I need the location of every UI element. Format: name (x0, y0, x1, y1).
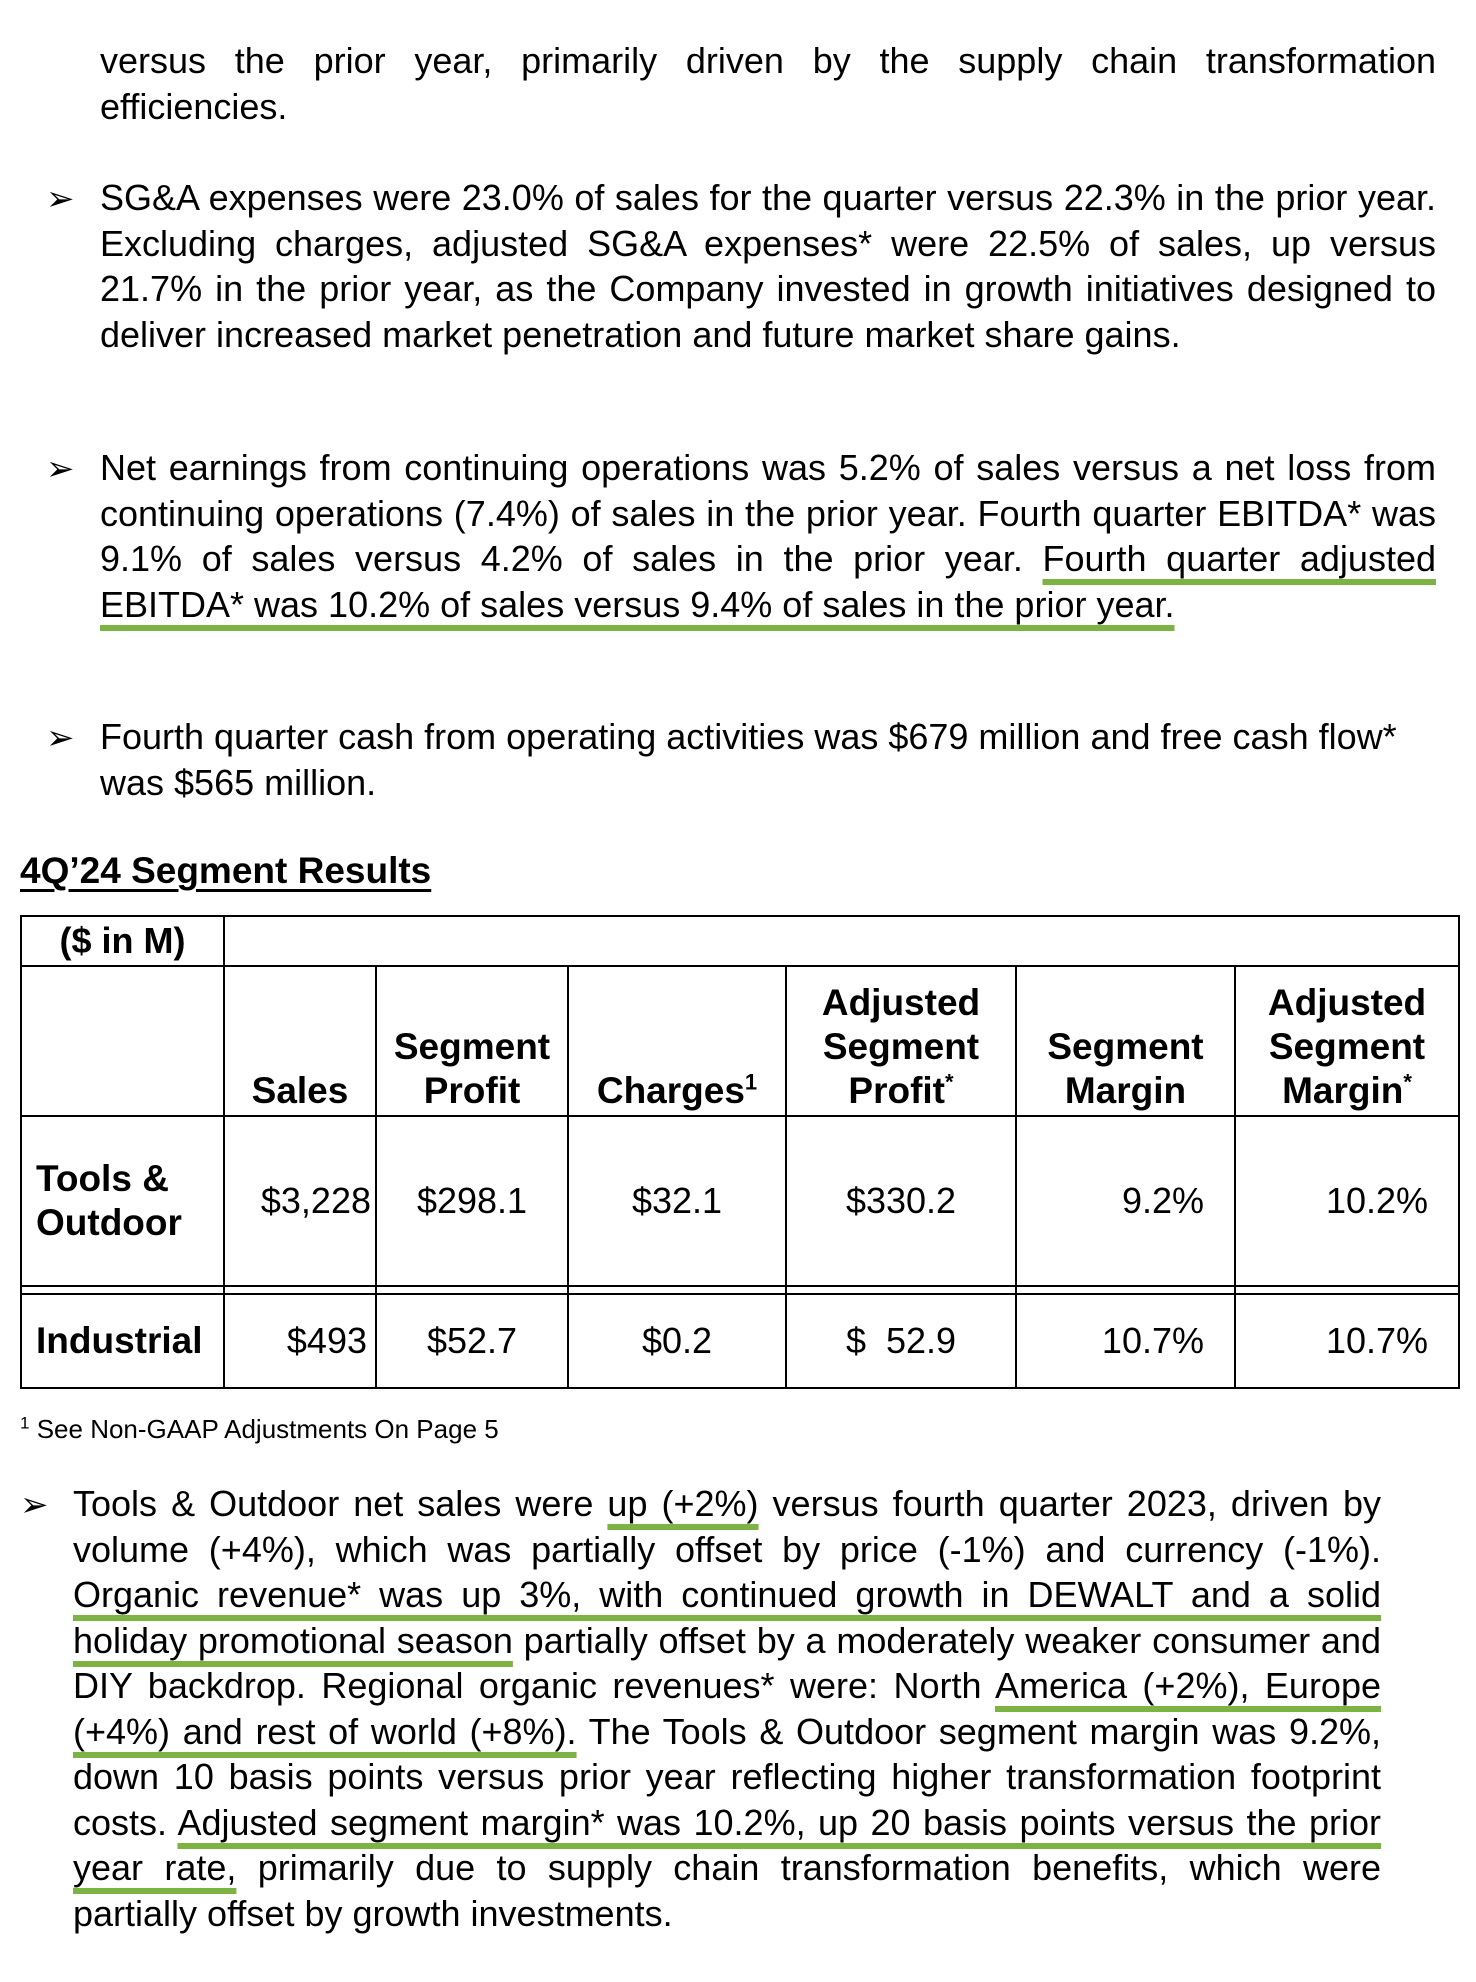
tools-text: partially offset by a moderately weaker consumer and DIY backdrop. Regional organic revenues* were: North (73, 1619, 1381, 1706)
row-label-line: Outdoor (36, 1202, 182, 1243)
header-charges (568, 966, 786, 1116)
section-title: 4Q’24 Segment Results (20, 850, 432, 891)
segment-results-table (20, 915, 1460, 1389)
bullet-arrow-icon: ➢ (46, 450, 75, 488)
cell-adjusted-segment-profit: $ 52.9 (786, 1294, 1016, 1388)
header-line: Segment (393, 1026, 551, 1067)
header-line: Adjusted (1267, 982, 1427, 1023)
table-row (21, 1116, 1459, 1286)
cell-sales: $3,228 (224, 1116, 376, 1286)
row-label-industrial: Industrial (21, 1294, 224, 1388)
header-line: Profit (848, 1070, 946, 1111)
unit-label: ($ in M) (21, 916, 224, 966)
header-segment-margin (1016, 966, 1235, 1116)
table-row-separator (21, 1286, 1459, 1294)
header-adjusted-segment-margin (1235, 966, 1459, 1116)
footnote-marker: 1 (744, 1069, 758, 1095)
highlighted-text: Adjusted segment margin* was 10.2%, up 20 basis points versus the prior year rate, (73, 1801, 1381, 1888)
header-line: Segment (1047, 1026, 1204, 1067)
cell-adjusted-segment-margin: 10.2% (1235, 1116, 1459, 1286)
header-adjusted-segment-profit (786, 966, 1016, 1116)
sga-paragraph (100, 175, 1436, 357)
bullet-arrow-icon: ➢ (46, 719, 75, 757)
cell-charges: $0.2 (568, 1294, 786, 1388)
tools-outdoor-paragraph (73, 1481, 1381, 1936)
cash-paragraph (100, 714, 1436, 805)
highlighted-ebitda-text: Fourth quarter adjusted EBITDA* was 10.2% of sales versus 9.4% of sales in the prior year. (100, 538, 1436, 625)
header-sales (224, 966, 376, 1116)
tools-text: primarily due to supply chain transformation benefits, which were partially offset by growth investments. (73, 1847, 1381, 1934)
tools-text: versus fourth quarter 2023, driven by volume (+4%), which was partially offset by price (-1%) and currency (-1%). (73, 1483, 1382, 1570)
header-line: Segment (1268, 1026, 1426, 1067)
header-line: Segment (822, 1026, 980, 1067)
highlighted-text: Organic revenue* was up 3%, with continued growth in DEWALT and a solid holiday promotional season (73, 1574, 1381, 1661)
intro-paragraph (100, 38, 1436, 129)
header-line: Profit (423, 1070, 521, 1111)
asterisk-marker: * (945, 1069, 954, 1095)
footnote-marker: 1 (20, 1413, 30, 1433)
cell-adjusted-segment-profit: $330.2 (786, 1116, 1016, 1286)
cell-charges: $32.1 (568, 1116, 786, 1286)
header-blank (21, 966, 224, 1116)
cash-text: Fourth quarter cash from operating activities was $679 million and free cash flow* was $565 million. (100, 716, 1397, 803)
row-label-line: Tools & (36, 1158, 169, 1199)
highlighted-text: America (+2%), Europe (+4%) and rest of world (+8%). (73, 1665, 1381, 1752)
cell-segment-margin: 9.2% (1016, 1116, 1235, 1286)
tools-text: The Tools & Outdoor segment margin was 9.2%, down 10 basis points versus prior year reflecting higher transformation footprint costs. (73, 1710, 1381, 1843)
footnote-text: See Non-GAAP Adjustments On Page 5 (36, 1414, 499, 1444)
header-line: Adjusted (821, 982, 981, 1023)
cell-adjusted-segment-margin: 10.7% (1235, 1294, 1459, 1388)
net-earnings-paragraph (100, 445, 1436, 627)
header-line: Charges (596, 1070, 745, 1111)
cell-segment-profit: $52.7 (376, 1294, 568, 1388)
bullet-arrow-icon: ➢ (20, 1486, 49, 1524)
cell-segment-margin: 10.7% (1016, 1294, 1235, 1388)
tools-text: Tools & Outdoor net sales were (73, 1483, 608, 1524)
table-header-row (21, 966, 1459, 1116)
net-earnings-text: Net earnings from continuing operations was 5.2% of sales versus a net loss from continuing operations (7.4%) of sales in the prior year. Fourth quarter EBITDA* was 9.1% of sales versus 4.2% of sales in the prior year. (100, 447, 1436, 579)
header-line: Margin (1064, 1070, 1187, 1111)
header-line: Margin (1282, 1070, 1404, 1111)
asterisk-marker: * (1403, 1069, 1412, 1095)
bullet-arrow-icon: ➢ (46, 180, 75, 218)
cell-segment-profit: $298.1 (376, 1116, 568, 1286)
table-unit-row (21, 916, 1459, 966)
sga-text: SG&A expenses were 23.0% of sales for the quarter versus 22.3% in the prior year. Excluding charges, adjusted SG&A expenses* were 22.5% of sales, up versus 21.7% in the prior year, as the Company invested in growth initiatives designed to deliver increased market penetration and future market share gains. (100, 177, 1436, 355)
intro-text: versus the prior year, primarily driven by the supply chain transformation efficiencies. (100, 40, 1436, 127)
header-sales-label: Sales (251, 1070, 349, 1111)
header-segment-profit (376, 966, 568, 1116)
highlighted-text: up (+2%) (607, 1483, 759, 1524)
table-row (21, 1294, 1459, 1388)
row-label-tools-outdoor (21, 1116, 224, 1286)
unit-row-spacer (224, 916, 1459, 966)
table-footnote (20, 1414, 499, 1445)
cell-sales: $493 (224, 1294, 376, 1388)
